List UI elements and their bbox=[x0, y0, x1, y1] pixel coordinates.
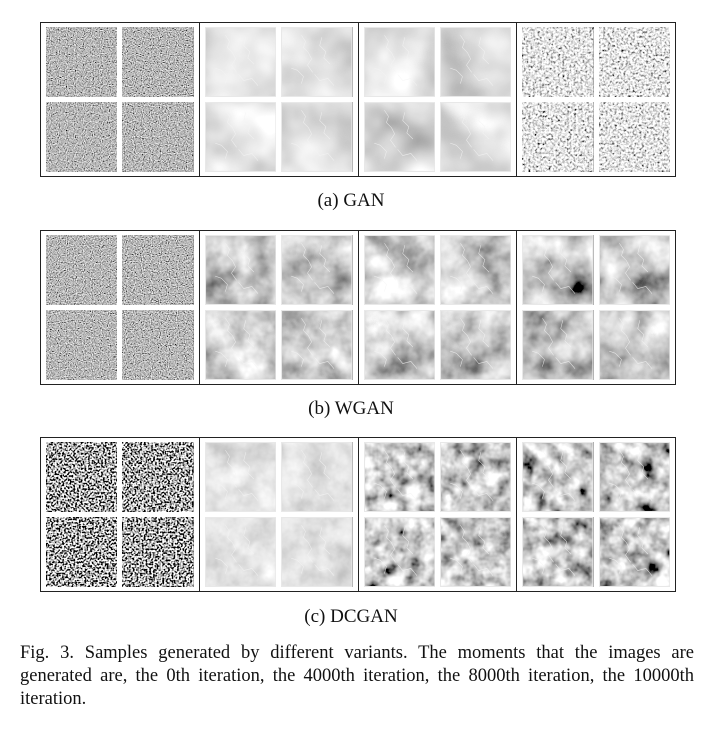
sample-image bbox=[122, 102, 193, 172]
sample-image bbox=[522, 442, 593, 512]
sample-image bbox=[205, 517, 276, 587]
sample-image bbox=[205, 310, 276, 380]
sample-image bbox=[46, 27, 117, 97]
sample-image bbox=[281, 442, 352, 512]
sample-image bbox=[522, 27, 593, 97]
sample-image bbox=[440, 27, 511, 97]
sample-image bbox=[281, 27, 352, 97]
sample-image bbox=[440, 517, 511, 587]
subfigure-caption-wgan: (b) WGAN bbox=[308, 398, 394, 419]
sample-image bbox=[440, 442, 511, 512]
figure-caption: Fig. 3. Samples generated by different variants. The moments that the images are generated are, the 0th iteration, the 4000th iteration, the 8000th iteration, the 10000th iteration. bbox=[20, 643, 694, 709]
sample-group-iter-4000 bbox=[199, 23, 358, 176]
sample-image bbox=[46, 310, 117, 380]
sample-image bbox=[522, 235, 593, 305]
sample-group-iter-8000 bbox=[358, 23, 517, 176]
sample-image bbox=[364, 310, 435, 380]
sample-image bbox=[281, 517, 352, 587]
sample-image bbox=[122, 310, 193, 380]
sample-image bbox=[122, 235, 193, 305]
sample-image bbox=[281, 102, 352, 172]
sample-image bbox=[522, 310, 593, 380]
sample-image bbox=[122, 442, 193, 512]
sample-image bbox=[599, 27, 670, 97]
subfigure-dcgan bbox=[40, 437, 676, 592]
sample-image bbox=[522, 102, 593, 172]
sample-image bbox=[122, 27, 193, 97]
sample-image bbox=[599, 102, 670, 172]
sample-image bbox=[281, 310, 352, 380]
sample-image bbox=[364, 102, 435, 172]
sample-image bbox=[599, 235, 670, 305]
subfigure-wgan bbox=[40, 230, 676, 385]
sample-image bbox=[440, 102, 511, 172]
sample-group-iter-4000 bbox=[199, 231, 358, 384]
subfigure-caption-gan: (a) GAN bbox=[317, 190, 385, 211]
sample-image bbox=[205, 102, 276, 172]
sample-image bbox=[440, 235, 511, 305]
subfigure-caption-dcgan: (c) DCGAN bbox=[304, 606, 398, 627]
sample-group-iter-10000 bbox=[516, 438, 675, 591]
sample-image bbox=[46, 235, 117, 305]
sample-image bbox=[364, 27, 435, 97]
sample-group-iter-8000 bbox=[358, 438, 517, 591]
sample-image bbox=[205, 235, 276, 305]
sample-group-iter-0 bbox=[41, 231, 199, 384]
sample-image bbox=[440, 310, 511, 380]
sample-group-iter-0 bbox=[41, 438, 199, 591]
sample-group-iter-0 bbox=[41, 23, 199, 176]
sample-group-iter-4000 bbox=[199, 438, 358, 591]
sample-image bbox=[205, 27, 276, 97]
sample-image bbox=[599, 517, 670, 587]
sample-image bbox=[522, 517, 593, 587]
sample-image bbox=[364, 235, 435, 305]
sample-image bbox=[205, 442, 276, 512]
sample-image bbox=[46, 442, 117, 512]
sample-image bbox=[281, 235, 352, 305]
sample-group-iter-10000 bbox=[516, 231, 675, 384]
sample-image bbox=[599, 442, 670, 512]
sample-image bbox=[122, 517, 193, 587]
sample-image bbox=[46, 102, 117, 172]
sample-image bbox=[364, 442, 435, 512]
subfigure-gan bbox=[40, 22, 676, 177]
sample-group-iter-8000 bbox=[358, 231, 517, 384]
sample-group-iter-10000 bbox=[516, 23, 675, 176]
sample-image bbox=[364, 517, 435, 587]
sample-image bbox=[599, 310, 670, 380]
sample-image bbox=[46, 517, 117, 587]
